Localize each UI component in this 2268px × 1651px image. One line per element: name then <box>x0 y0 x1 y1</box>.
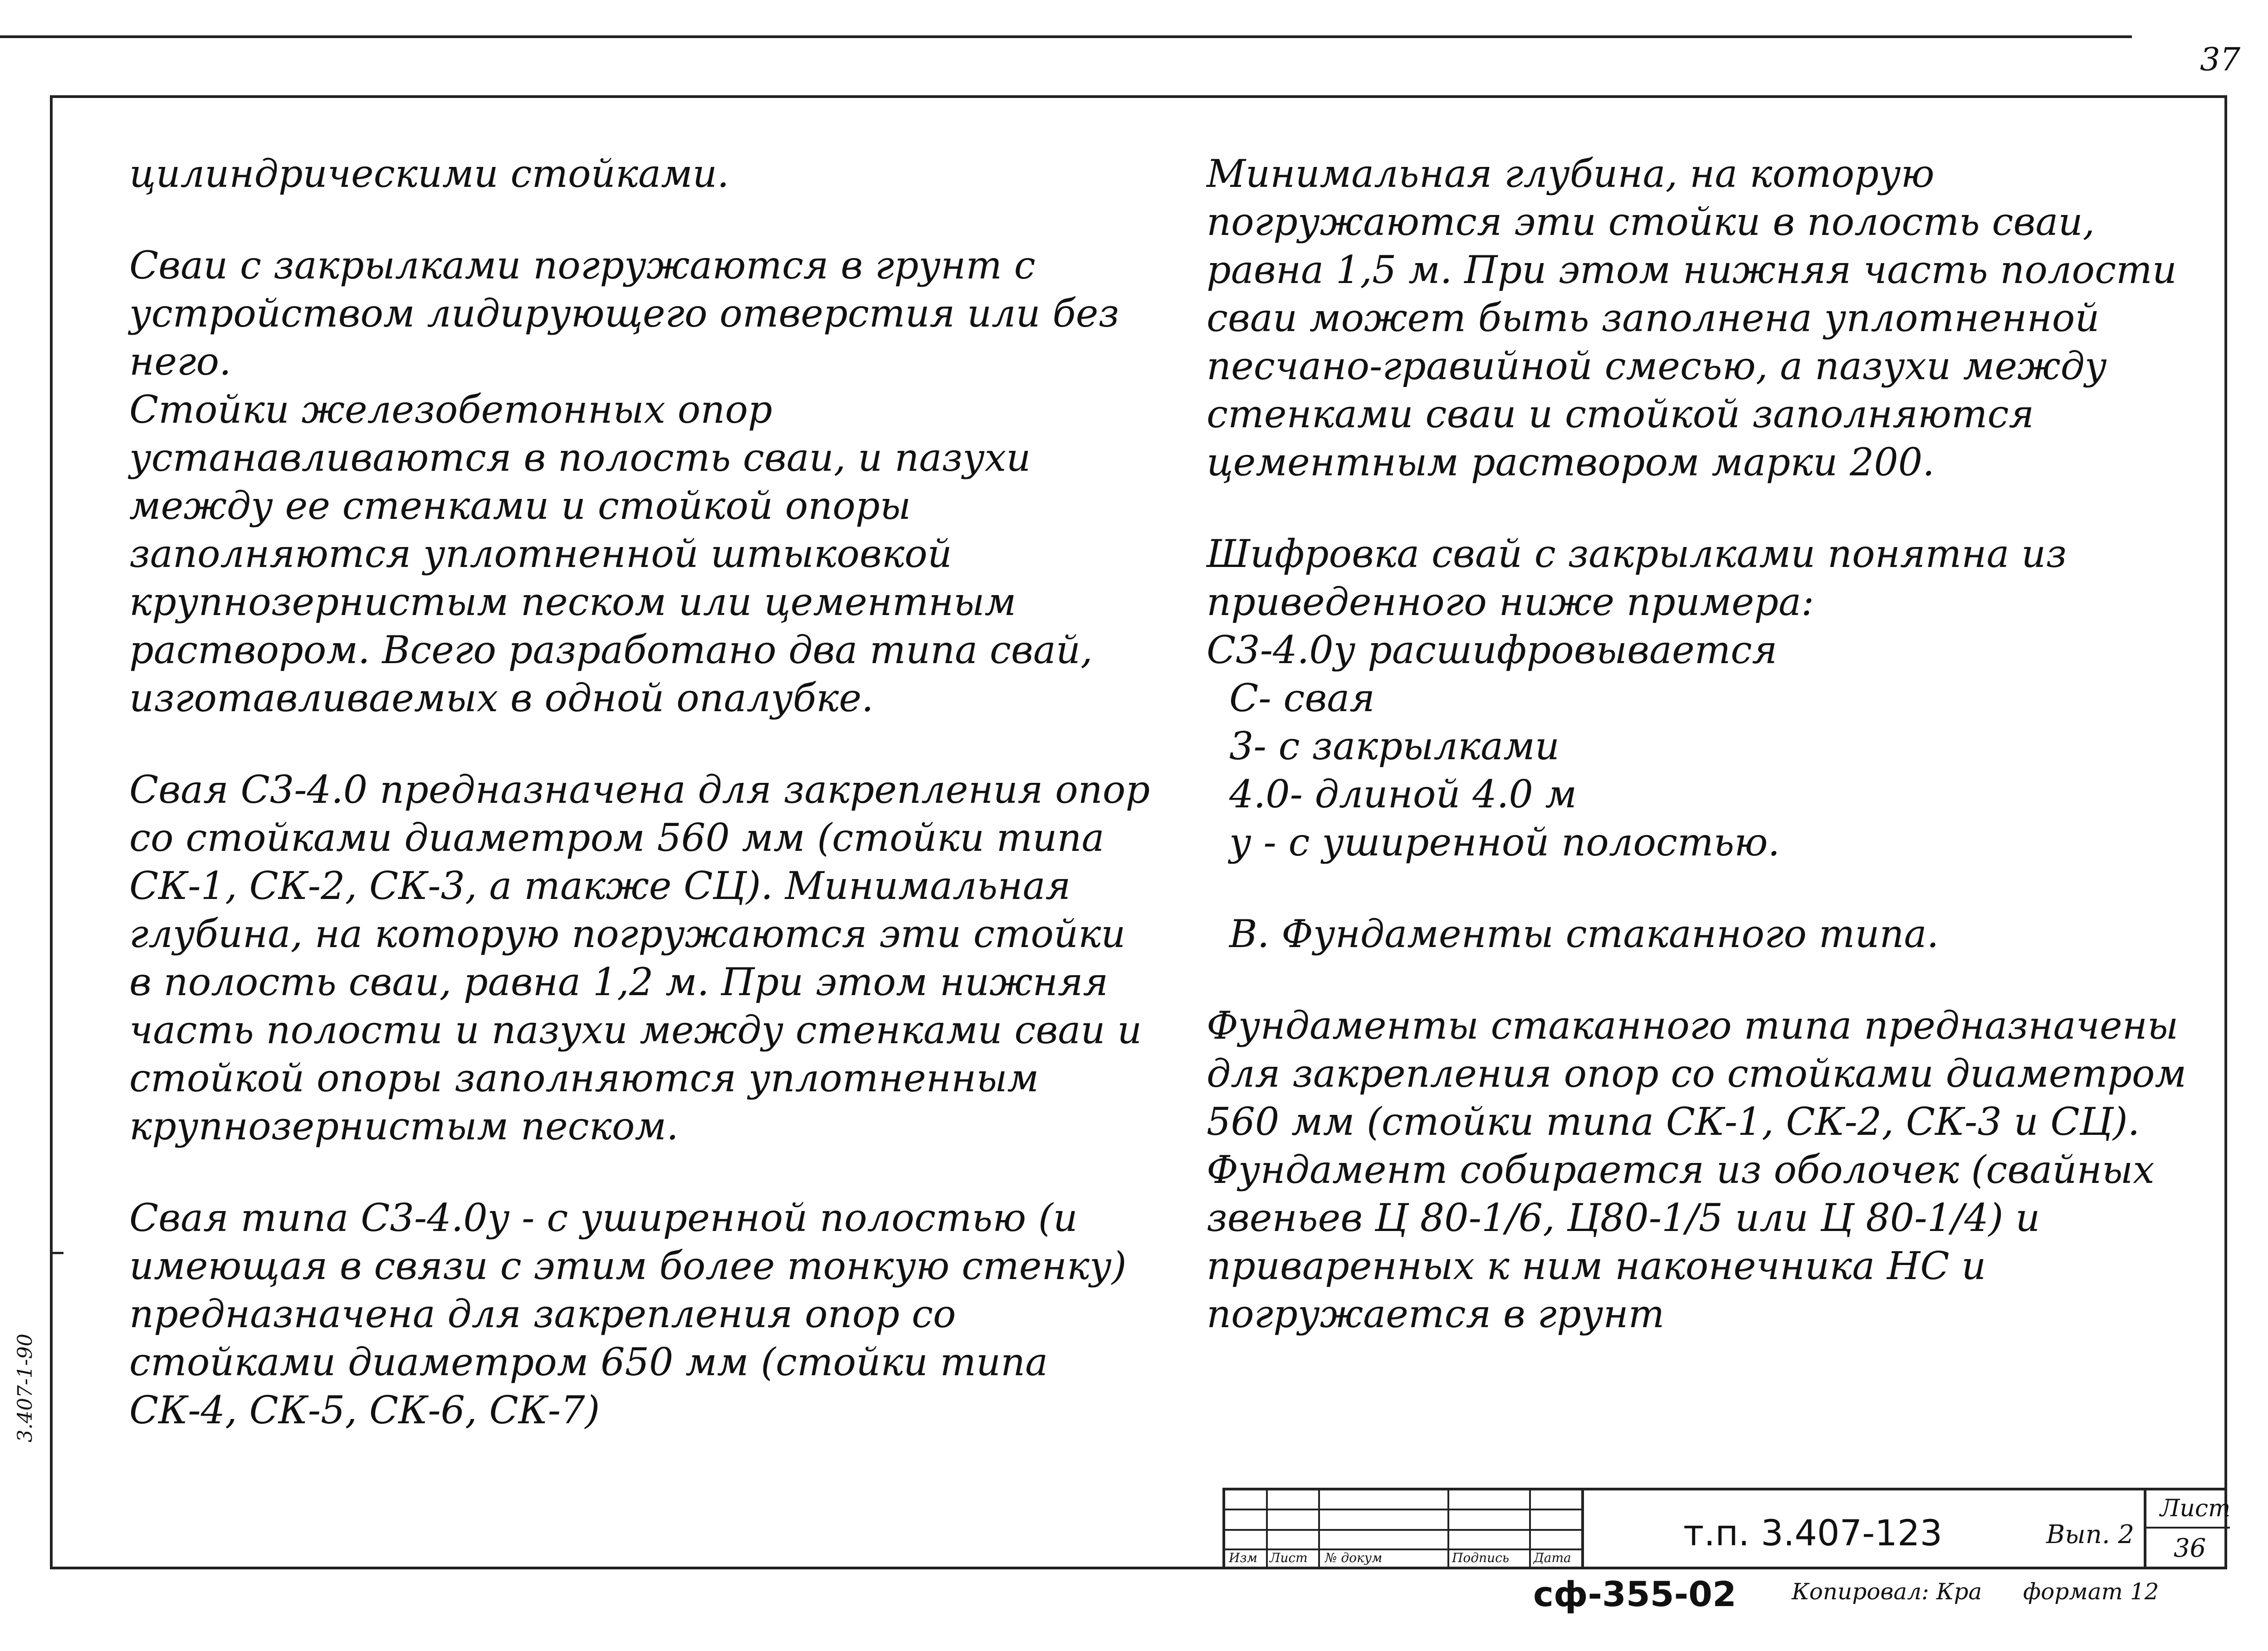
order-number: сф-355-02 <box>1533 1574 1736 1614</box>
issue-number: Вып. 2 <box>2046 1520 2135 1549</box>
header-izm: Изм <box>1229 1550 1257 1565</box>
header-sign: Подпись <box>1452 1550 1510 1565</box>
revision-headers <box>1225 1550 1581 1568</box>
left-column <box>129 150 1154 1434</box>
header-date: Дата <box>1534 1550 1571 1565</box>
revision-grid <box>1225 1490 1581 1569</box>
section-heading: В. Фундаменты стаканного типа. <box>1229 912 1939 956</box>
top-rule <box>0 35 2132 38</box>
paper-format: формат 12 <box>2023 1578 2159 1605</box>
header-doc: № докум <box>1325 1550 1383 1565</box>
decode-item: у - с уширенной полостью. <box>1229 820 1780 865</box>
side-stamp: 3.407-1-90 <box>14 1334 37 1442</box>
header-list: Лист <box>1270 1550 1308 1565</box>
sheet-box <box>2144 1490 2230 1569</box>
side-tick <box>50 1252 64 1254</box>
title-block <box>1222 1488 2231 1569</box>
copied-by: Копировал: Кра <box>1792 1578 1982 1605</box>
right-column <box>1207 150 2204 1338</box>
left-paragraph-1: цилиндрическими стойками. <box>129 151 729 196</box>
right-paragraph-1: Минимальная глубина, на которую погружаются эти стойки в полость сваи, равна 1,5 м. При этом нижняя часть полости сваи может быть заполнена уплотненной песчано-гравийной смесью, а пазухи между стенками сваи и стойкой заполняются цементным раствором марки 200. <box>1207 151 2177 484</box>
sheet-number: 36 <box>2174 1534 2206 1563</box>
code-line: С3-4.0у расшифровывается <box>1207 628 1778 672</box>
document-code: т.п. 3.407-123 <box>1683 1513 1943 1554</box>
left-paragraph-4: Свая типа С3-4.0у - с уширенной полостью (и имеющая в связи с этим более тонкую стенку) предназначена для закрепления опор со стойками диаметром 650 мм (стойки типа СК-4, СК-5, СК-6, СК-7) <box>129 1196 1127 1432</box>
sheet-label: Лист <box>2160 1495 2231 1522</box>
corner-page-number: 37 <box>2200 41 2241 78</box>
left-paragraph-3: Свая С3-4.0 предназначена для закрепления опор со стойками диаметром 560 мм (стойки типа СК-1, СК-2, СК-3, а также СЦ). Минимальная глубина, на которую погружаются эти стойки в полость сваи, равна 1,2 м. При этом нижняя часть полости и пазухи между стенками сваи и стойкой опоры заполняются уплотненным крупнозернистым песком. <box>129 767 1150 1148</box>
right-paragraph-3: Фундаменты стаканного типа предназначены для закрепления опор со стойками диаметром 560 мм (стойки типа СК-1, СК-2, СК-3 и СЦ). Фундамент собирается из оболочек (свайных звеньев Ц 80-1/6, Ц80-1/5 или Ц 80-1/4) и приваренных к ним наконечника НС и погружается в грунт <box>1207 1003 2187 1336</box>
right-paragraph-2: Шифровка свай с закрылками понятна из приведенного ниже примера: <box>1207 532 2067 624</box>
decode-item: 4.0- длиной 4.0 м <box>1229 772 1577 816</box>
decode-list <box>1207 674 2204 866</box>
decode-item: С- свая <box>1229 676 1375 720</box>
left-paragraph-2: Сваи с закрылками погружаются в грунт с устройством лидирующего отверстия или без него. Стойки железобетонных опор устанавливаются в полость сваи, и пазухи между ее стенками и стойкой опоры заполняются уплотненной штыковкой крупнозернистым песком или цементным раствором. Всего разработано два типа свай, изготавливаемых в одной опалубке. <box>129 243 1119 720</box>
decode-item: 3- с закрылками <box>1229 724 1559 768</box>
